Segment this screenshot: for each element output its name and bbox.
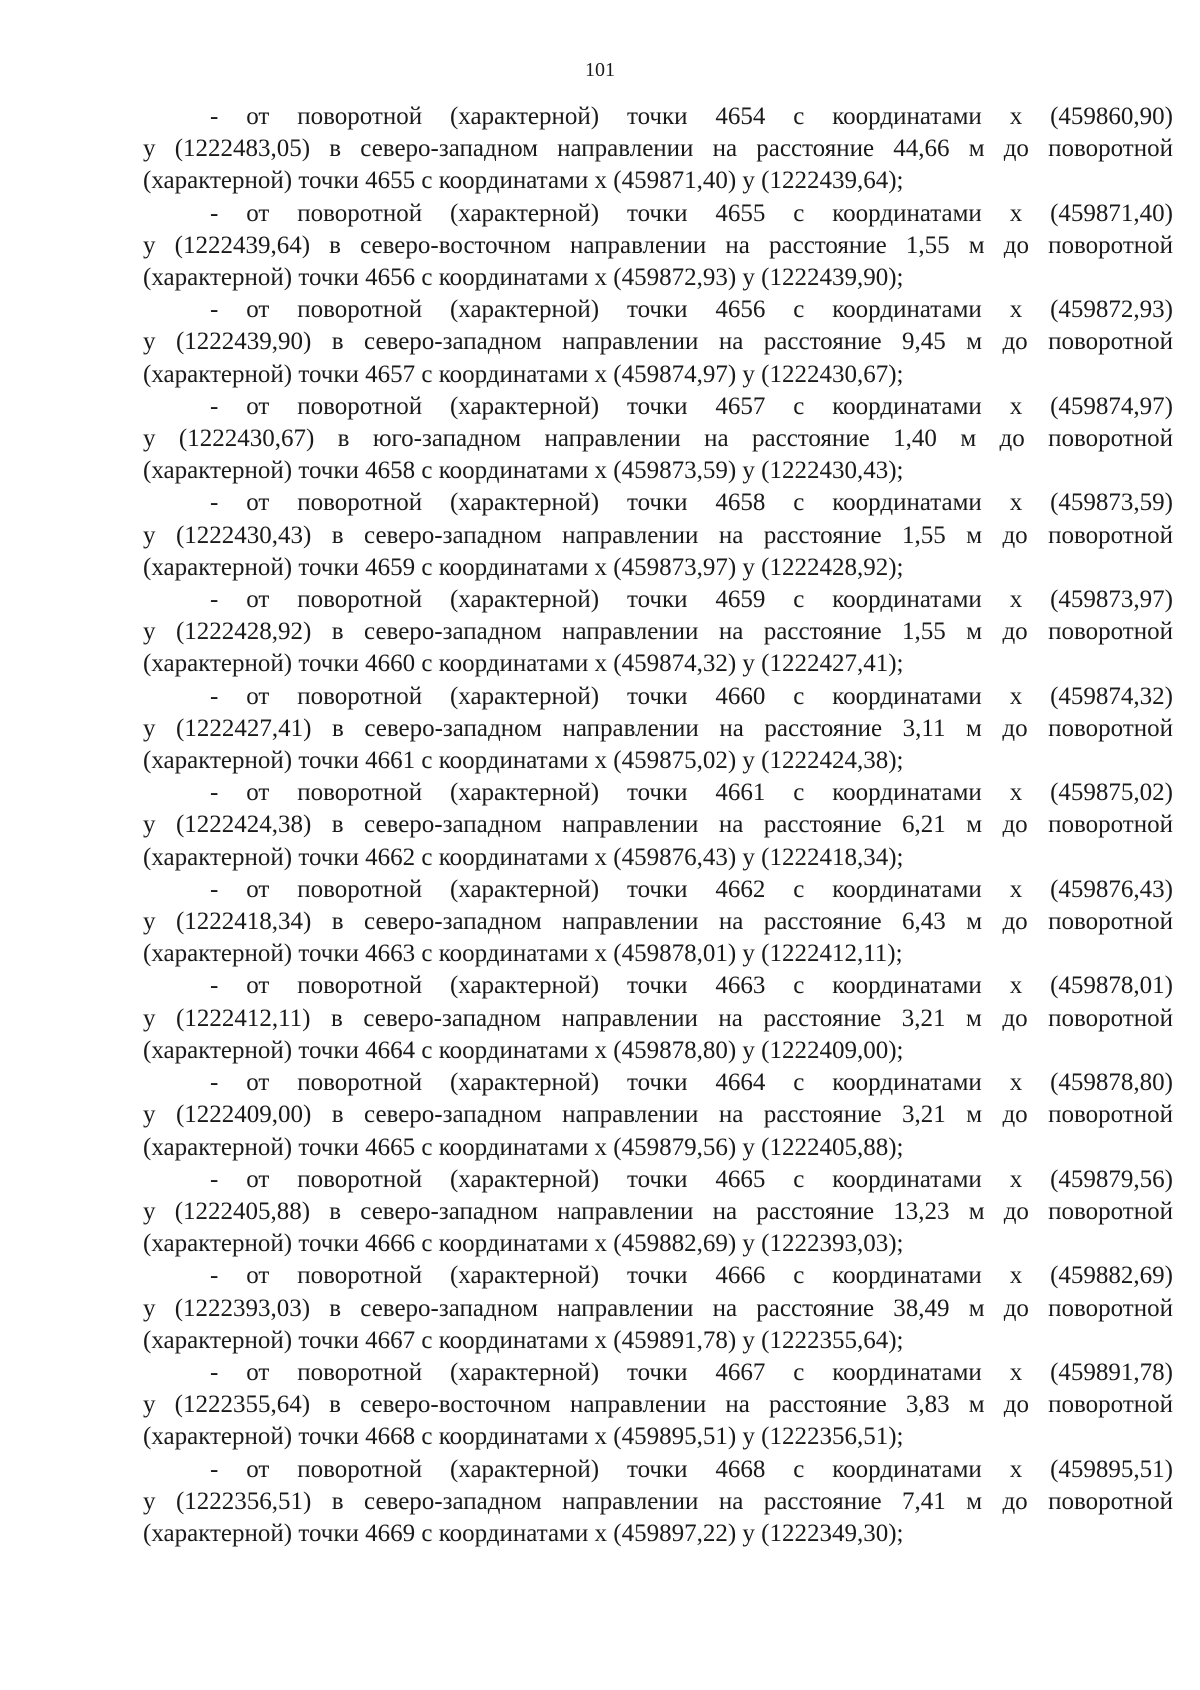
paragraph-line: (характерной) точки 4657 с координатами x (459874,97) у (1222430,67);: [143, 360, 904, 388]
paragraph-line: у (1222356,51) в северо-западном направлении на расстояние 7,41 м до поворотной: [143, 1487, 1173, 1515]
paragraph-line: (характерной) точки 4668 с координатами x (459895,51) у (1222356,51);: [143, 1423, 904, 1451]
paragraph-line: (характерной) точки 4660 с координатами x (459874,32) у (1222427,41);: [143, 650, 904, 678]
paragraph-line: (характерной) точки 4664 с координатами x (459878,80) у (1222409,00);: [143, 1036, 904, 1064]
paragraph-line: - от поворотной (характерной) точки 4655 с координатами x (459871,40): [210, 199, 1173, 227]
paragraph-line: (характерной) точки 4661 с координатами x (459875,02) у (1222424,38);: [143, 747, 904, 775]
paragraph-line: - от поворотной (характерной) точки 4659 с координатами x (459873,97): [210, 586, 1173, 614]
page-number: 101: [585, 59, 615, 81]
boundary-segment-paragraph: [143, 1454, 1173, 1551]
paragraph-line: - от поворотной (характерной) точки 4658 с координатами x (459873,59): [210, 489, 1173, 517]
paragraph-line: у (1222393,03) в северо-западном направлении на расстояние 38,49 м до поворотной: [143, 1294, 1173, 1322]
boundary-segment-paragraph: [143, 198, 1173, 295]
boundary-segment-paragraph: [143, 874, 1173, 971]
paragraph-line: (характерной) точки 4659 с координатами x (459873,97) у (1222428,92);: [143, 553, 904, 581]
paragraph-line: (характерной) точки 4655 с координатами x (459871,40) у (1222439,64);: [143, 167, 904, 195]
paragraph-line: (характерной) точки 4662 с координатами x (459876,43) у (1222418,34);: [143, 843, 904, 871]
paragraph-line: (характерной) точки 4663 с координатами x (459878,01) у (1222412,11);: [143, 940, 903, 968]
paragraph-line: у (1222418,34) в северо-западном направлении на расстояние 6,43 м до поворотной: [143, 908, 1173, 936]
boundary-segment-paragraph: [143, 487, 1173, 584]
paragraph-line: - от поворотной (характерной) точки 4668 с координатами x (459895,51): [210, 1455, 1173, 1483]
boundary-segment-paragraph: [143, 1357, 1173, 1454]
boundary-segment-paragraph: [143, 391, 1173, 488]
paragraph-line: у (1222428,92) в северо-западном направлении на расстояние 1,55 м до поворотной: [143, 618, 1173, 646]
boundary-segment-paragraph: [143, 584, 1173, 681]
paragraph-line: (характерной) точки 4665 с координатами x (459879,56) у (1222405,88);: [143, 1133, 904, 1161]
paragraph-line: у (1222439,90) в северо-западном направлении на расстояние 9,45 м до поворотной: [143, 328, 1173, 356]
paragraph-line: - от поворотной (характерной) точки 4654 с координатами x (459860,90): [210, 103, 1173, 130]
paragraph-line: - от поворотной (характерной) точки 4665 с координатами x (459879,56): [210, 1165, 1173, 1193]
paragraph-line: - от поворотной (характерной) точки 4662 с координатами x (459876,43): [210, 875, 1173, 903]
paragraph-line: у (1222405,88) в северо-западном направлении на расстояние 13,23 м до поворотной: [143, 1197, 1173, 1225]
boundary-segment-paragraph: [143, 1067, 1173, 1164]
boundary-segment-paragraph: [143, 970, 1173, 1067]
paragraph-line: - от поворотной (характерной) точки 4666 с координатами x (459882,69): [210, 1262, 1173, 1290]
paragraph-line: - от поворотной (характерной) точки 4656 с координатами x (459872,93): [210, 296, 1173, 324]
boundary-segment-paragraph: [143, 777, 1173, 874]
paragraph-line: у (1222424,38) в северо-западном направлении на расстояние 6,21 м до поворотной: [143, 811, 1173, 839]
document-body: [143, 101, 1173, 1550]
paragraph-line: у (1222409,00) в северо-западном направлении на расстояние 3,21 м до поворотной: [143, 1101, 1173, 1129]
paragraph-line: - от поворотной (характерной) точки 4661 с координатами x (459875,02): [210, 779, 1173, 807]
boundary-segment-paragraph: [143, 294, 1173, 391]
boundary-segment-paragraph: [143, 1164, 1173, 1261]
paragraph-line: у (1222427,41) в северо-западном направлении на расстояние 3,11 м до поворотной: [143, 714, 1173, 742]
paragraph-line: у (1222412,11) в северо-западном направлении на расстояние 3,21 м до поворотной: [143, 1004, 1173, 1032]
paragraph-line: у (1222483,05) в северо-западном направлении на расстояние 44,66 м до поворотной: [143, 135, 1173, 163]
paragraph-line: (характерной) точки 4658 с координатами x (459873,59) у (1222430,43);: [143, 457, 904, 485]
paragraph-line: - от поворотной (характерной) точки 4663 с координатами x (459878,01): [210, 972, 1173, 1000]
paragraph-line: (характерной) точки 4669 с координатами x (459897,22) у (1222349,30);: [143, 1519, 904, 1547]
paragraph-line: у (1222430,43) в северо-западном направлении на расстояние 1,55 м до поворотной: [143, 521, 1173, 549]
paragraph-line: - от поворотной (характерной) точки 4657 с координатами x (459874,97): [210, 392, 1173, 420]
paragraph-line: у (1222430,67) в юго-западном направлении на расстояние 1,40 м до поворотной: [143, 425, 1173, 453]
paragraph-line: (характерной) точки 4656 с координатами x (459872,93) у (1222439,90);: [143, 264, 904, 292]
paragraph-line: - от поворотной (характерной) точки 4660 с координатами x (459874,32): [210, 682, 1173, 710]
boundary-segment-paragraph: [143, 101, 1173, 198]
boundary-segment-paragraph: [143, 681, 1173, 778]
paragraph-line: у (1222439,64) в северо-восточном направлении на расстояние 1,55 м до поворотной: [143, 231, 1173, 259]
paragraph-line: (характерной) точки 4666 с координатами x (459882,69) у (1222393,03);: [143, 1230, 904, 1258]
boundary-segment-paragraph: [143, 1260, 1173, 1357]
paragraph-line: - от поворотной (характерной) точки 4664 с координатами x (459878,80): [210, 1069, 1173, 1097]
paragraph-line: (характерной) точки 4667 с координатами x (459891,78) у (1222355,64);: [143, 1326, 904, 1354]
paragraph-line: у (1222355,64) в северо-восточном направлении на расстояние 3,83 м до поворотной: [143, 1391, 1173, 1419]
paragraph-line: - от поворотной (характерной) точки 4667 с координатами x (459891,78): [210, 1358, 1173, 1386]
